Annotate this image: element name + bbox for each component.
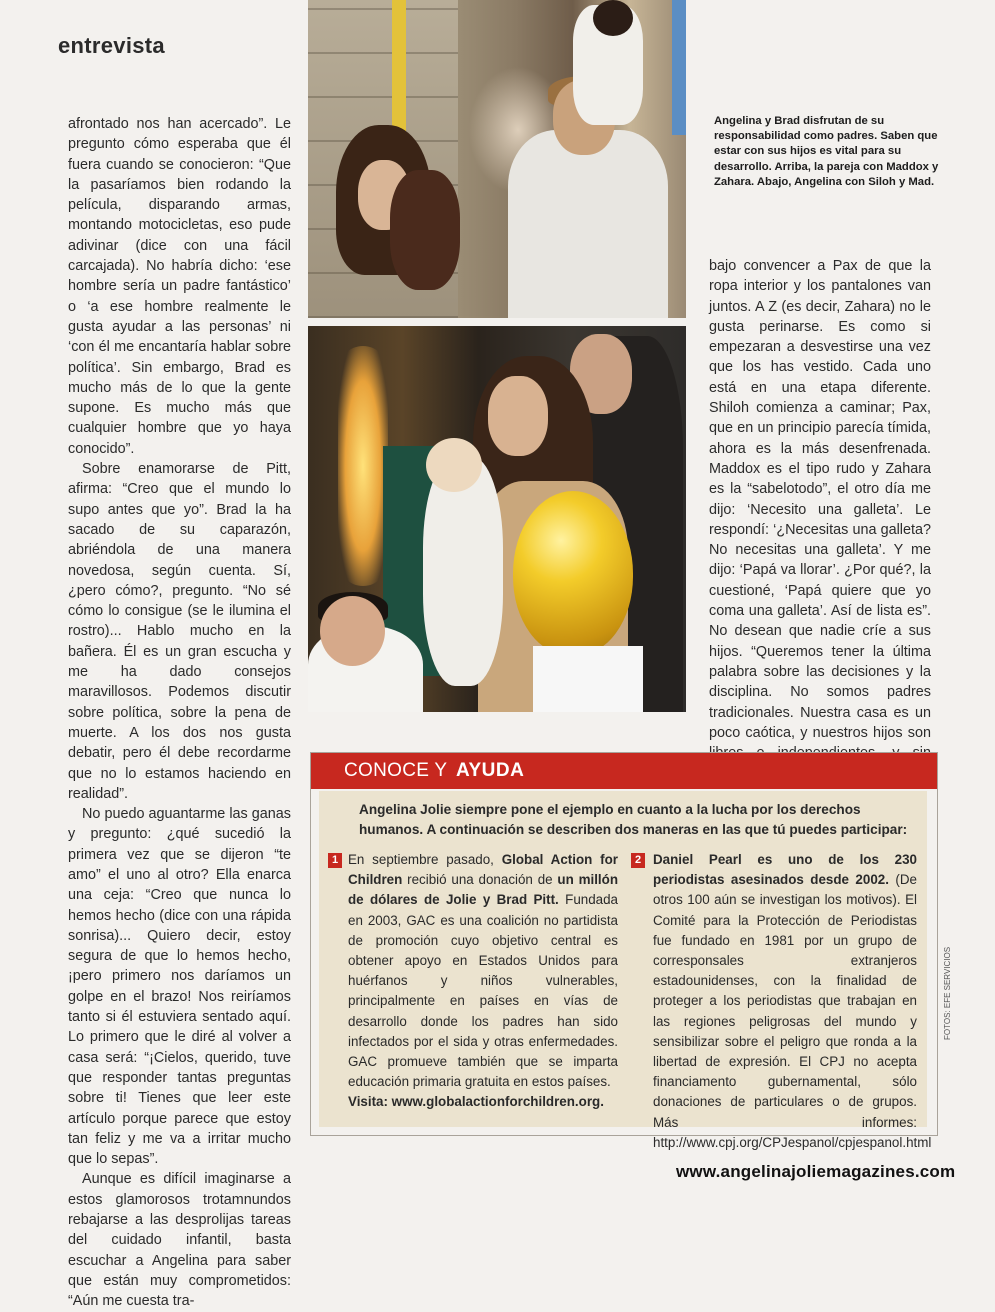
item-number-badge: 1 bbox=[328, 853, 342, 868]
item-text: Fundada en 2003, GAC es una coalición no partidista de promoción cuyo objetivo central es obtener apoyo en Estados Unidos para huérfanos y niños vulnerables, principalmente en países en vías de desarrollo donde los padres han sido infectados por el sida y otras enfermedades. GAC promueve también que se imparta educación primaria gratuita en estos países. bbox=[348, 892, 618, 1090]
article-paragraph: afrontado nos han acercado”. Le pregunto cómo esperaba que él fuera cuando se conocieron: “Que la pasaríamos bien rodando la película, disparando armas, montando motocicletas, eso pude adivinar (dice con una fácil carcajada). No habría dicho: ‘ese hombre sería un padre fantástico’ o ‘a ese hombre realmente le gusta ayudar a las personas’ ni ‘con él me encantaría hablar sobre política’. Sin embargo, Brad es mucho más de lo que la gente supone. Es mucho más que cualquier hombre que yo haya conocido”. bbox=[68, 116, 291, 457]
item-text: En septiembre pasado, bbox=[348, 852, 502, 867]
item-text: recibió una donación de bbox=[402, 872, 558, 888]
sidebar-title-part2: AYUDA bbox=[456, 760, 525, 781]
item-highlight: un millón de dólares de Jolie y Brad Pitt. bbox=[348, 872, 619, 908]
section-label: entrevista bbox=[58, 33, 165, 58]
article-paragraph: bajo convencer a Pax de que la ropa interior y los pantalones van juntos. A Z (es decir, Zahara) no le gusta perinarse. Es como si empezaran a desvestirse una vez que los has vestido. Cada uno está en una etapa diferente. Shiloh comienza a caminar; Pax, que en un principio parecía tímida, ahora es la más desenfrenada. Maddox es el tipo rudo y Zahara es la “sabelotodo”, el otro día me dijo: ‘Necesito una galleta’. Le respondí: ‘¿Necesitas una galleta? No necesitas una galleta’. Y me dijo: ‘Papá va llorar’. ¿Por qué?, la cuestioné, ‘Papá quiere que yo coma una galleta’. Así de lista es”. No desean que nadie críe a sus hijos. “Queremos tener la última palabra sobre las decisiones y la disciplina. No somos padres tradicionales. Nuestra casa es un poco caótica, y nuestros hijos son bbox=[709, 258, 931, 741]
photo-family-bottom bbox=[308, 326, 686, 712]
item-number-badge: 2 bbox=[631, 853, 645, 868]
item-highlight: Daniel Pearl es uno de los 230 periodistas asesinados desde 2002. bbox=[653, 852, 917, 888]
sidebar-box bbox=[310, 752, 938, 1150]
item-visit-link: Visita: www.globalactionforchildren.org. bbox=[348, 1094, 604, 1110]
sidebar-body bbox=[319, 791, 932, 1150]
item-org-name: Global Action for Children bbox=[348, 852, 618, 888]
article-column-right bbox=[709, 256, 931, 784]
sidebar-item-2 bbox=[653, 850, 932, 1153]
photo-caption: Angelina y Brad disfrutan de su responsabilidad como padres. Saben que estar con sus hijos es vital para su desarrollo. Arriba, la pareja con Maddox y Zahara. Abajo, Angelina con Siloh y Mad. bbox=[714, 115, 939, 188]
article-paragraph: No puedo aguantarme las ganas y pregunto: ¿qué sucedió la primera vez que se dijeron “te amo” el uno al otro? Ella enarca una ceja: “Creo que nunca lo hemos hecho (dice con una rápida sonrisa)... Quiero decir, estoy segura de que lo hemos hecho, ¡pero primero nos daríamos un golpe en el brazo! Nos reiríamos tanto si él estuviera sentado aquí. Lo primero que le diré al volver a casa será: “¡Cielos, querido, tuve que responder tantas preguntas sobre ti! Tienes que leer este artículo porque parece que estoy tan feliz y me va a irritar mucho que lo sepas”. bbox=[68, 806, 291, 1168]
item-text: (De otros 100 aún se investigan los motivos). El Comité para la Protección de Periodistas fue fundado en 1981 por un grupo de corresponsales extranjeros estadounidenses, con la finalidad de proteger a los periodistas que trabajan en las regiones peligrosas del mundo y sensibilizar sobre el peligro que ronda a la libertad de expresión. El CPJ no acepta financiamento gubernamental, sólo donaciones de particulares o de grupos. Más informes: http://www.cpj.org/CPJespanol/cpjespanol.html bbox=[653, 872, 932, 1150]
article-paragraph: Aunque es difícil imaginarse a estos glamorosos trotamnundos rebajarse a las desprolijas tareas del cuidado infantil, basta escuchar a Angelina para saber que están muy comprometidos: “Aún me cuesta tra- bbox=[68, 1171, 291, 1310]
sidebar-header bbox=[311, 753, 937, 789]
sidebar-intro: Angelina Jolie siempre pone el ejemplo en cuanto a la lucha por los derechos humanos. A continuación se describen dos maneras en las que tú puedes participar: bbox=[359, 802, 908, 837]
website-watermark: www.angelinajoliemagazines.com bbox=[676, 1162, 956, 1181]
photo-credit: FOTOS: EFE SERVICIOS bbox=[943, 946, 952, 1040]
article-column-left bbox=[68, 114, 291, 1312]
article-paragraph: Sobre enamorarse de Pitt, afirma: “Creo que el mundo lo supo antes que yo”. Brad la ha sacado de su caparazón, abriéndola de una manera novedosa, según cuenta. Sí, ¿pero cómo?, pregunto. “No sé cómo lo consigue (se le ilumina el rostro)... Hablo mucho en la bañera. Él es un gran escucha y me ha dado consejos maravillosos. Podemos discutir sobre política, sobre la pena de muerte. A los dos nos gusta debatir, pero él debe recordarme que no lo estamos haciendo en realidad”. bbox=[68, 461, 291, 802]
sidebar-item-1 bbox=[348, 850, 618, 1113]
sidebar-title-part1: CONOCE Y bbox=[344, 760, 448, 781]
photo-family-top bbox=[308, 0, 686, 318]
